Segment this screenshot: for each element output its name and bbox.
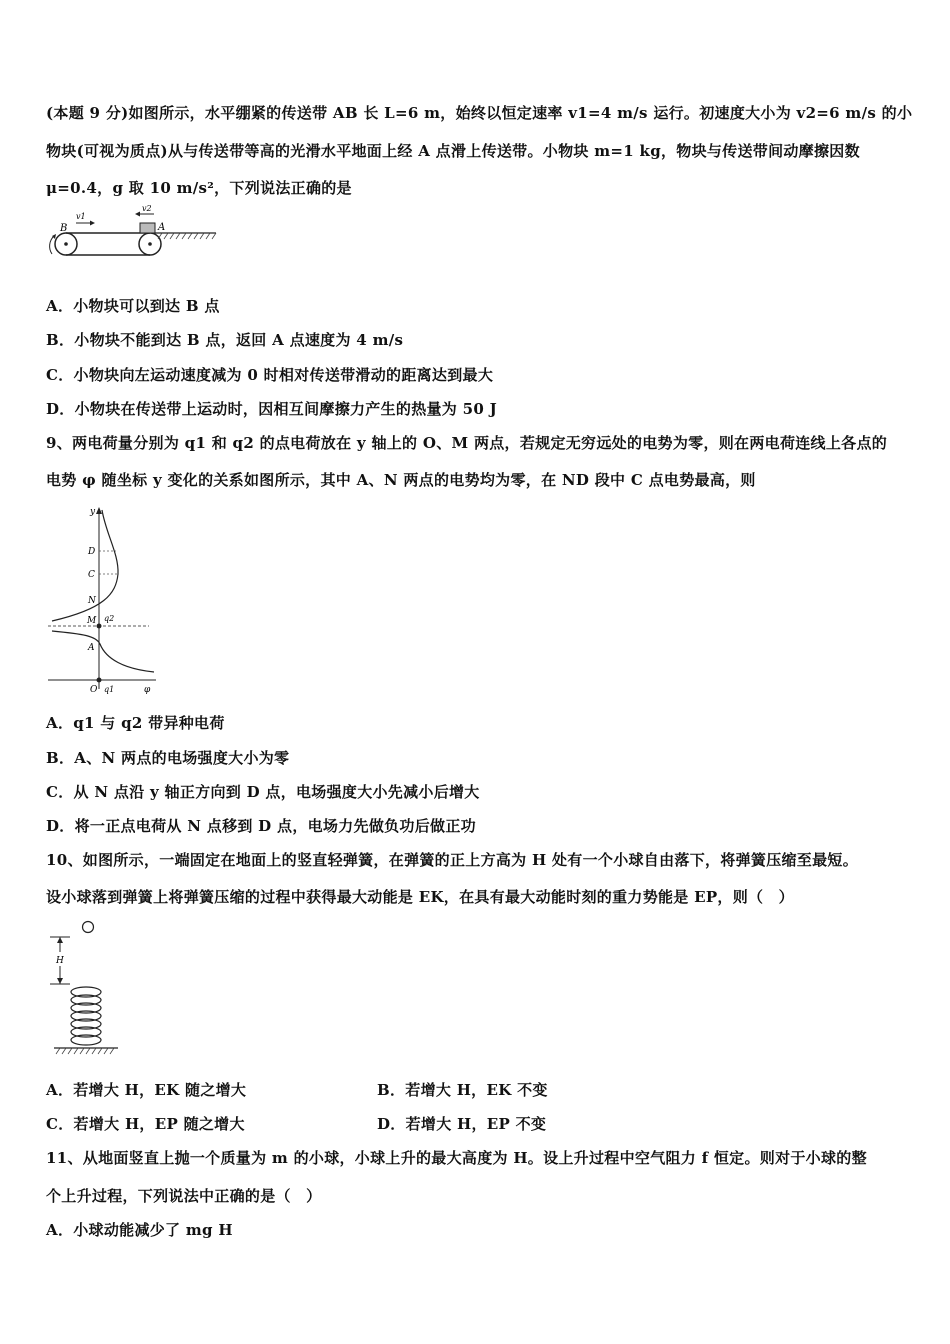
q8-option-b: B．小物块不能到达 B 点，返回 A 点速度为 4 m/s [46,331,404,349]
label-v2: v2 [142,204,152,213]
q10-line2: 设小球落到弹簧上将弹簧压缩的过程中获得最大动能是 EK，在具有最大动能时刻的重力势能是 EP，则（ ） [46,888,794,906]
label-d: D [88,547,96,557]
q8-option-d: D．小物块在传送带上运动时，因相互间摩擦力产生的热量为 50 J [46,400,498,418]
conveyor-belt-figure [44,206,224,258]
spring-ball-figure [46,916,126,1056]
q9-option-d: D．将一正点电荷从 N 点移到 D 点，电场力先做负功后做正功 [46,817,476,835]
q9-line2: 电势 φ 随坐标 y 变化的关系如图所示，其中 A、N 两点的电势均为零，在 ND 段中 C 点电势最高，则 [46,471,756,489]
label-v1: v1 [76,212,86,221]
label-a: A [88,643,95,653]
q8-line3: μ=0.4，g 取 10 m/s²，下列说法正确的是 [46,179,352,197]
label-m: M [87,616,97,626]
q8-option-a: A．小物块可以到达 B 点 [46,297,220,315]
q8-line1: (本题 9 分)如图所示，水平绷紧的传送带 AB 长 L=6 m，始终以恒定速率 v1=4 m/s 运行。初速度大小为 v2=6 m/s 的小 [46,104,913,122]
label-y: y [90,507,96,517]
q9-option-b: B．A、N 两点的电场强度大小为零 [46,749,290,767]
q10-option-b: B．若增大 H，EK 不变 [377,1081,548,1099]
label-o: O [90,685,98,695]
q10-line1: 10、如图所示，一端固定在地面上的竖直轻弹簧，在弹簧的正上方高为 H 处有一个小球自由落下，将弹簧压缩至最短。 [46,851,858,869]
label-b: B [60,223,68,234]
label-a: A [158,222,166,233]
label-c: C [88,570,95,580]
q11-line2: 个上升过程，下列说法中正确的是（ ） [46,1187,322,1205]
q9-line1: 9、两电荷量分别为 q1 和 q2 的点电荷放在 y 轴上的 O、M 两点，若规定无穷远处的电势为零，则在两电荷连线上各点的 [46,434,888,452]
potential-graph-figure [44,504,164,696]
q10-option-c: C．若增大 H，EP 随之增大 [46,1115,245,1133]
label-n: N [88,596,96,606]
label-phi: φ [144,685,151,695]
q9-option-c: C．从 N 点沿 y 轴正方向到 D 点，电场强度大小先减小后增大 [46,783,480,801]
label-q2: q2 [104,614,115,623]
q9-option-a: A．q1 与 q2 带异种电荷 [46,714,225,732]
q10-option-a: A．若增大 H，EK 随之增大 [46,1081,247,1099]
label-h: H [56,956,64,966]
q8-option-c: C．小物块向左运动速度减为 0 时相对传送带滑动的距离达到最大 [46,366,494,384]
label-q1: q1 [104,685,115,694]
q8-line2: 物块(可视为质点)从与传送带等高的光滑水平地面上经 A 点滑上传送带。小物块 m=1 kg，物块与传送带间动摩擦因数 [46,142,860,160]
q11-option-a: A．小球动能减少了 mg H [46,1221,233,1239]
q11-line1: 11、从地面竖直上抛一个质量为 m 的小球，小球上升的最大高度为 H。设上升过程中空气阻力 f 恒定。则对于小球的整 [46,1149,867,1167]
q10-option-d: D．若增大 H，EP 不变 [377,1115,547,1133]
